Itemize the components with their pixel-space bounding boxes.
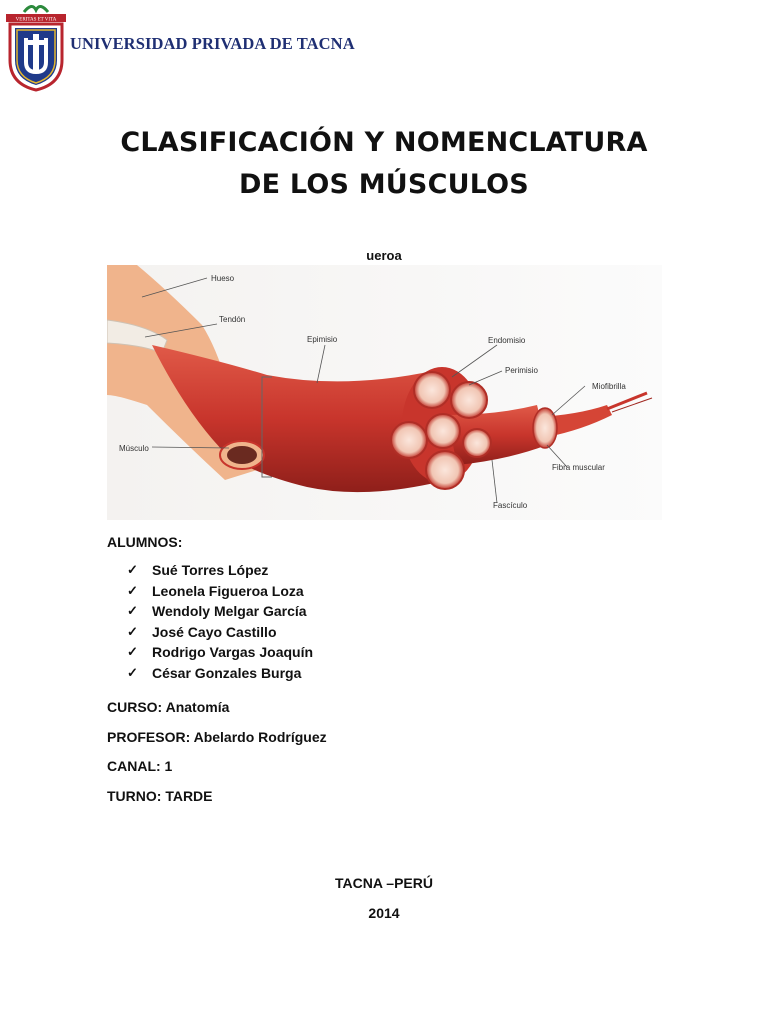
footer-year: 2014 [368,905,400,921]
list-item [127,601,707,622]
list-item [127,663,707,684]
student-name: Leonela Figueroa Loza [152,582,304,599]
document-title [0,122,768,206]
label-endomisio: Endomisio [488,336,526,345]
students-heading: ALUMNOS: [107,534,183,550]
student-name: José Cayo Castillo [152,623,277,640]
course-line: CURSO: Anatomía [107,699,230,715]
checkmark-icon: ✓ [127,664,138,680]
list-item [127,642,707,663]
footer-place: TACNA –PERÚ [334,875,433,891]
university-name: UNIVERSIDAD PRIVADA DE TACNA [70,34,355,53]
students-list [127,560,707,683]
checkmark-icon: ✓ [127,603,138,618]
label-fasciculo: Fascículo [493,501,528,510]
student-name: Wendoly Melgar García [152,603,307,619]
channel-line: CANAL: 1 [107,758,173,774]
checkmark-icon: ✓ [127,644,138,659]
muscle-anatomy-figure [107,265,662,520]
checkmark-icon: ✓ [127,623,138,639]
student-name: Rodrigo Vargas Joaquín [152,644,314,660]
university-crest-icon [2,2,70,92]
title-line-2: DE LOS MÚSCULOS [239,169,529,200]
document-info [107,532,707,811]
figure-caption: ueroa [366,248,402,263]
list-item [127,581,707,602]
label-tendon: Tendón [219,315,246,324]
label-fibra-muscular: Fibra muscular [552,463,605,472]
label-epimisio: Epimisio [307,335,338,344]
label-hueso: Hueso [211,274,235,283]
logo-motto: VERITAS ET VITA [15,17,57,23]
title-line-1: CLASIFICACIÓN Y NOMENCLATURA [120,127,648,158]
checkmark-icon: ✓ [127,582,138,598]
label-miofibrilla: Miofibrilla [592,382,626,391]
professor-line: PROFESOR: Abelardo Rodríguez [107,728,327,745]
student-name: César Gonzales Burga [152,664,302,681]
header [0,0,768,100]
list-item [127,560,707,581]
label-musculo: Músculo [119,444,149,453]
label-perimisio: Perimisio [505,366,538,375]
checkmark-icon: ✓ [127,562,138,577]
list-item [127,622,707,643]
student-name: Sué Torres López [152,562,269,578]
shift-line: TURNO: TARDE [107,787,213,804]
